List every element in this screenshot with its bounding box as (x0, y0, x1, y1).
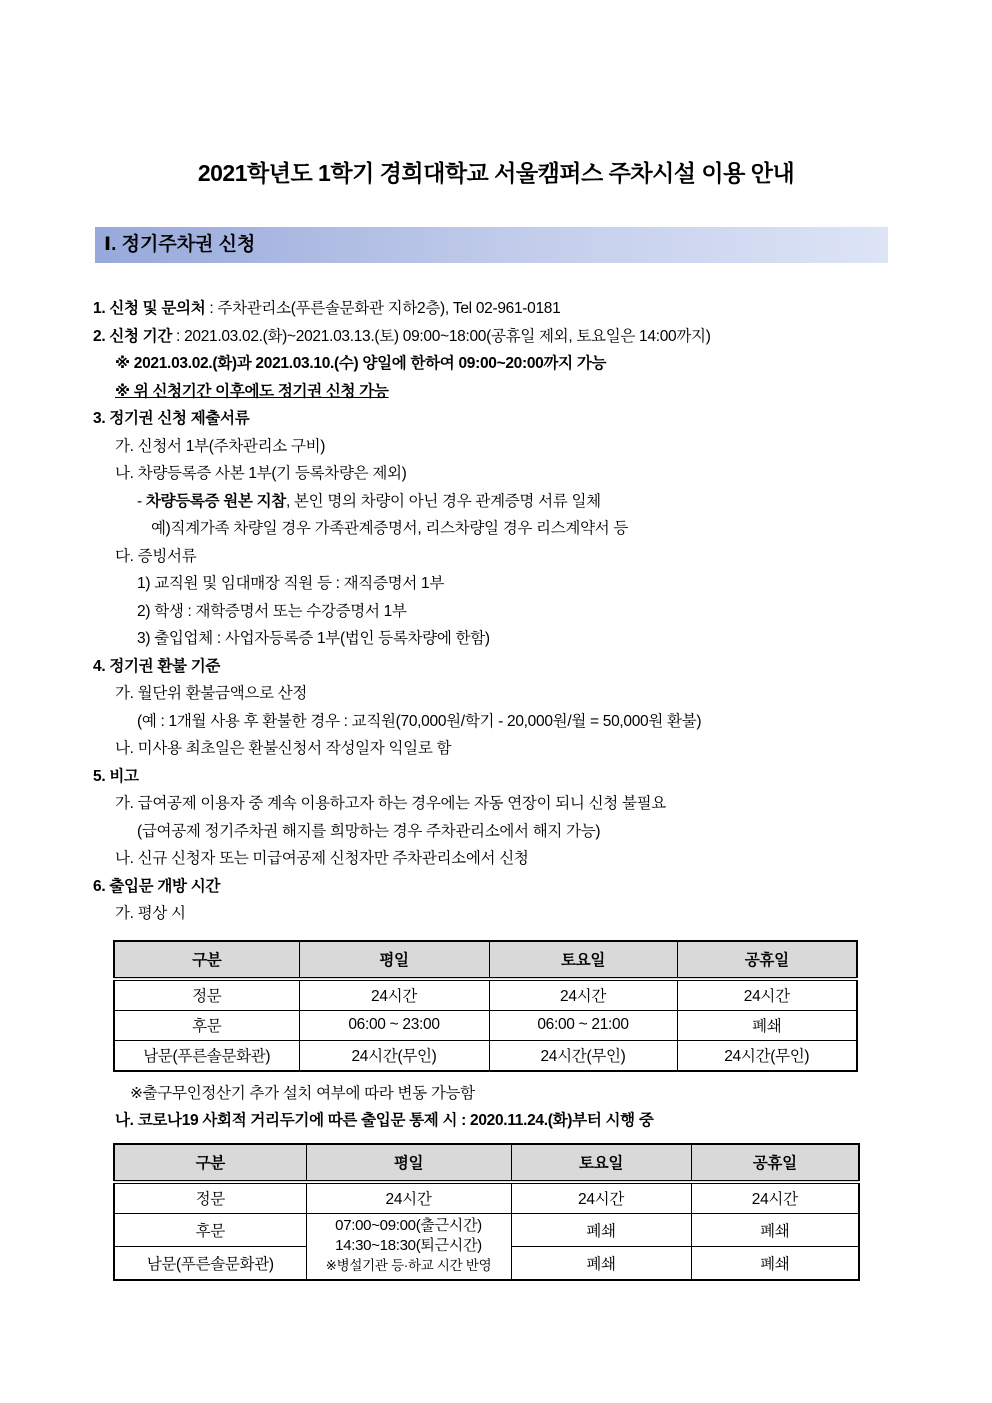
item-3-b-dash-prefix: - (137, 492, 146, 510)
section-1-heading-bar (95, 227, 888, 263)
item-1-label: 1. 신청 및 문의처 (93, 300, 206, 317)
table-row-back-gate (114, 1010, 857, 1040)
item-3-b: 나. 차량등록증 사본 1부(기 등록차량은 제외) (115, 465, 407, 482)
header-cell-holiday: 공휴일 (691, 1144, 859, 1182)
header-cell-saturday: 토요일 (511, 1144, 691, 1182)
header-cell-gubun: 구분 (114, 941, 299, 979)
item-3-b-dash-rest: , 본인 명의 차량이 아닌 경우 관계증명 서류 일체 (285, 492, 601, 510)
table-cell: 24시간 (677, 979, 857, 1011)
item-5-notes: 5. 비고 (93, 767, 139, 785)
table-cell: 폐쇄 (691, 1213, 859, 1246)
table-cell: 정문 (114, 979, 299, 1011)
table-cell-weekday-merged (306, 1213, 511, 1280)
item-4-b: 나. 미사용 최초일은 환불신청서 작성일자 익일로 함 (115, 740, 452, 757)
item-5-b: 나. 신규 신청자 또는 미급여공제 신청자만 주차관리소에서 신청 (115, 850, 529, 867)
item-4-a: 가. 월단위 환불금액으로 산정 (115, 685, 308, 702)
table-cell: 폐쇄 (511, 1246, 691, 1280)
table-cell: 폐쇄 (691, 1246, 859, 1280)
header-cell-holiday: 공휴일 (677, 941, 857, 979)
item-3-b-dash (93, 488, 922, 516)
item-5-a-sub: (급여공제 정기주차권 해지를 희망하는 경우 주차관리소에서 해지 가능) (137, 822, 601, 840)
item-4-refund: 4. 정기권 환불 기준 (93, 657, 221, 675)
table-cell: 후문 (114, 1213, 306, 1246)
table-header-row (114, 1144, 859, 1182)
item-5-a: 가. 급여공제 이용자 중 계속 이용하고자 하는 경우에는 자동 연장이 되니 신청 불필요 (115, 795, 666, 812)
item-6-table-note: ※출구무인정산기 추가 설치 여부에 따라 변동 가능함 (130, 1084, 475, 1102)
merged-line-commute: 07:00~09:00(출근시간) (335, 1217, 482, 1234)
table-cell: 24시간 (299, 979, 489, 1011)
table-cell: 정문 (114, 1182, 306, 1214)
table-cell: 24시간(무인) (299, 1040, 489, 1071)
item-3-c: 다. 증빙서류 (115, 547, 197, 565)
table-cell: 남문(푸른솔문화관) (114, 1246, 306, 1280)
header-cell-saturday: 토요일 (489, 941, 677, 979)
item-1-contact (93, 295, 922, 323)
item-4-a-example: (예 : 1개월 사용 후 환불한 경우 : 교직원(70,000원/학기 - 20,000원/월 = 50,000원 환불) (137, 712, 702, 730)
merged-line-note: ※병설기관 등·하교 시간 반영 (325, 1258, 492, 1273)
item-6-a-normal: 가. 평상 시 (115, 905, 186, 922)
header-cell-weekday: 평일 (299, 941, 489, 979)
table-cell: 24시간 (511, 1182, 691, 1214)
table-cell: 남문(푸른솔문화관) (114, 1040, 299, 1071)
item-3-c2: 2) 학생 : 재학증명서 또는 수강증명서 1부 (137, 602, 407, 620)
item-3-c3: 3) 출입업체 : 사업자등록증 1부(법인 등록차량에 한함) (137, 630, 490, 647)
table-row-main-gate (114, 1182, 859, 1214)
table-cell: 24시간 (306, 1182, 511, 1214)
table-row-back-gate (114, 1213, 859, 1246)
document-body (93, 295, 922, 1281)
table-cell: 24시간(무인) (489, 1040, 677, 1071)
item-2-note-after-text: ※ 위 신청기간 이후에도 정기권 신청 가능 (115, 382, 389, 400)
header-cell-gubun: 구분 (114, 1144, 306, 1182)
table-cell: 24시간(무인) (677, 1040, 857, 1071)
table-row-south-gate (114, 1040, 857, 1071)
item-3-b-example: 예)직계가족 차량일 경우 가족관계증명서, 리스차량일 경우 리스계약서 등 (151, 520, 629, 537)
header-cell-weekday: 평일 (306, 1144, 511, 1182)
item-2-note-extended-hours: ※ 2021.03.02.(화)과 2021.03.10.(수) 양일에 한하여 09:00~20:00까지 가능 (115, 355, 607, 372)
document-title: 2021학년도 1학기 경희대학교 서울캠퍼스 주차시설 이용 안내 (197, 160, 795, 186)
item-6-gate-hours: 6. 출입문 개방 시간 (93, 877, 221, 895)
item-3-documents: 3. 정기권 신청 제출서류 (93, 410, 250, 427)
item-2-note-after-period (93, 378, 922, 406)
item-2-text: : 2021.03.02.(화)~2021.03.13.(토) 09:00~18:00(공휴일 제외, 토요일은 14:00까지) (172, 327, 711, 345)
table-cell: 06:00 ~ 23:00 (299, 1010, 489, 1040)
section-1-heading-text: Ⅰ. 정기주차권 신청 (104, 234, 256, 255)
table-cell: 24시간 (489, 979, 677, 1011)
item-1-text: : 주차관리소(푸른솔문화관 지하2층), Tel 02-961-0181 (205, 300, 561, 317)
item-3-a: 가. 신청서 1부(주차관리소 구비) (115, 437, 326, 455)
item-3-c1: 1) 교직원 및 임대매장 직원 등 : 재직증명서 1부 (137, 575, 445, 592)
item-2-period (93, 323, 922, 351)
table-cell: 06:00 ~ 21:00 (489, 1010, 677, 1040)
normal-hours-table (113, 940, 858, 1072)
table-cell: 폐쇄 (677, 1010, 857, 1040)
item-2-label: 2. 신청 기간 (93, 327, 173, 345)
merged-line-leave: 14:30~18:30(퇴근시간) (335, 1237, 482, 1254)
table-cell: 24시간 (691, 1182, 859, 1214)
item-3-b-dash-bold: 차량등록증 원본 지참 (145, 492, 286, 510)
table-row-main-gate (114, 979, 857, 1011)
covid-hours-table (113, 1143, 860, 1281)
table-cell: 폐쇄 (511, 1213, 691, 1246)
table-header-row (114, 941, 857, 979)
table-cell: 후문 (114, 1010, 299, 1040)
item-6-b-covid: 나. 코로나19 사회적 거리두기에 따른 출입문 통제 시 : 2020.11.24.(화)부터 시행 중 (115, 1112, 654, 1129)
